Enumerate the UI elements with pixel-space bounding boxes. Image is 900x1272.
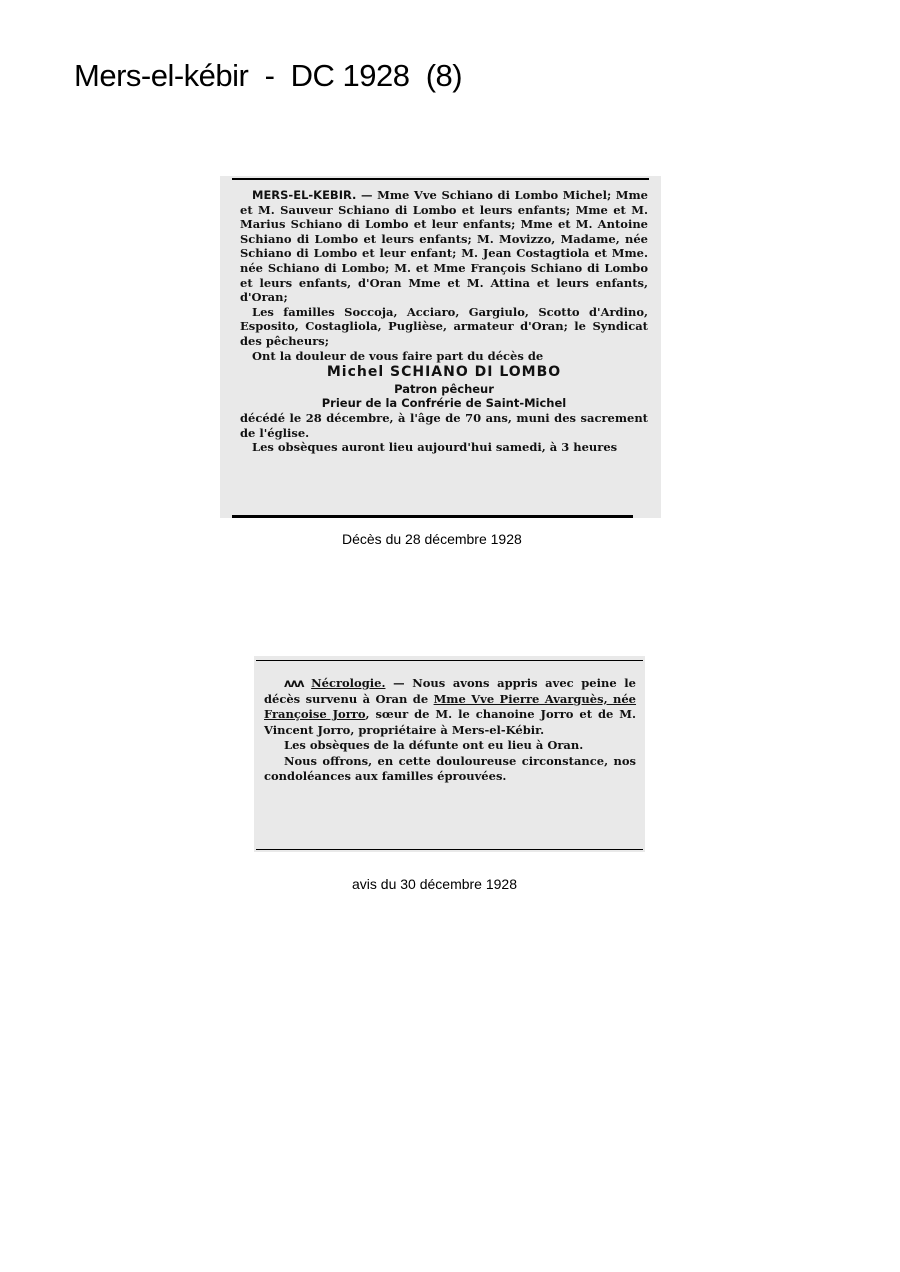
- family-list: [240, 188, 648, 305]
- top-rule: [256, 660, 643, 661]
- death-info: décédé le 28 décembre, à l'âge de 70 ans, muni des sacrement de l'église.: [240, 410, 648, 440]
- funeral-info: Les obsèques de la défunte ont eu lieu à Oran.: [284, 738, 584, 752]
- obituary-paragraph: [264, 676, 636, 738]
- top-rule: [232, 178, 649, 180]
- deceased-title: Prieur de la Confrérie de Saint-Michel: [321, 396, 567, 411]
- death-notice-clipping: [220, 176, 661, 518]
- families-paragraph: Les familles Soccoja, Acciaro, Gargiulo, Scotto d'Ardino, Esposito, Costagliola, Puglièse, armateur d'Oran; le Syndicat des pêcheurs;: [240, 304, 648, 348]
- page-title: Mers-el-kébir - DC 1928 (8): [74, 58, 463, 93]
- announcement: Ont la douleur de vous faire part du décès de: [252, 348, 544, 363]
- bottom-rule: [232, 515, 633, 518]
- family-members: — Mme Vve Schiano di Lombo Michel; Mme et M. Sauveur Schiano di Lombo et leurs enfants; Mme et M. Marius Schiano di Lombo et leur enfants; Mme et M. Antoine Schiano di Lombo et leurs enfants; M. Movizzo, Madame, née Schiano di Lombo et leur enfant; M. Jean Costagtiola et Mme. née Schiano di Lombo; M. et Mme François Schiano di Lombo et leurs enfants, d'Oran Mme et M. Attina et leurs enfants, d'Oran;: [240, 188, 648, 305]
- funeral-info: Les obsèques auront lieu aujourd'hui samedi, à 3 heures: [252, 440, 618, 455]
- ornament-icon: ʌʌʌ: [284, 676, 304, 690]
- condolences: Nous offrons, en cette douloureuse circonstance, nos condoléances aux familles éprouvées.: [264, 753, 636, 783]
- death-notice-text: [240, 188, 648, 455]
- bottom-rule: [256, 849, 643, 850]
- caption-death-notice: Décès du 28 décembre 1928: [342, 531, 522, 547]
- obituary-heading: Nécrologie.: [311, 676, 386, 690]
- deceased-role: Patron pêcheur: [394, 381, 494, 396]
- obituary-relations: , sœur de M. le chanoine Jorro et de M. Vincent Jorro, propriétaire à Mers-el-Kébir.: [264, 707, 636, 737]
- caption-obituary: avis du 30 décembre 1928: [352, 876, 517, 892]
- deceased-name: Mme Vve Pierre Avarguès, née Françoise Jorro: [264, 691, 637, 721]
- place-heading: MERS-EL-KEBIR.: [252, 188, 357, 202]
- obituary-clipping: [254, 656, 645, 852]
- obituary-intro: — Nous avons appris avec peine le décès survenu à Oran de: [264, 676, 636, 706]
- obituary-text: [264, 676, 636, 785]
- deceased-name: Michel SCHIANO DI LOMBO: [326, 364, 562, 381]
